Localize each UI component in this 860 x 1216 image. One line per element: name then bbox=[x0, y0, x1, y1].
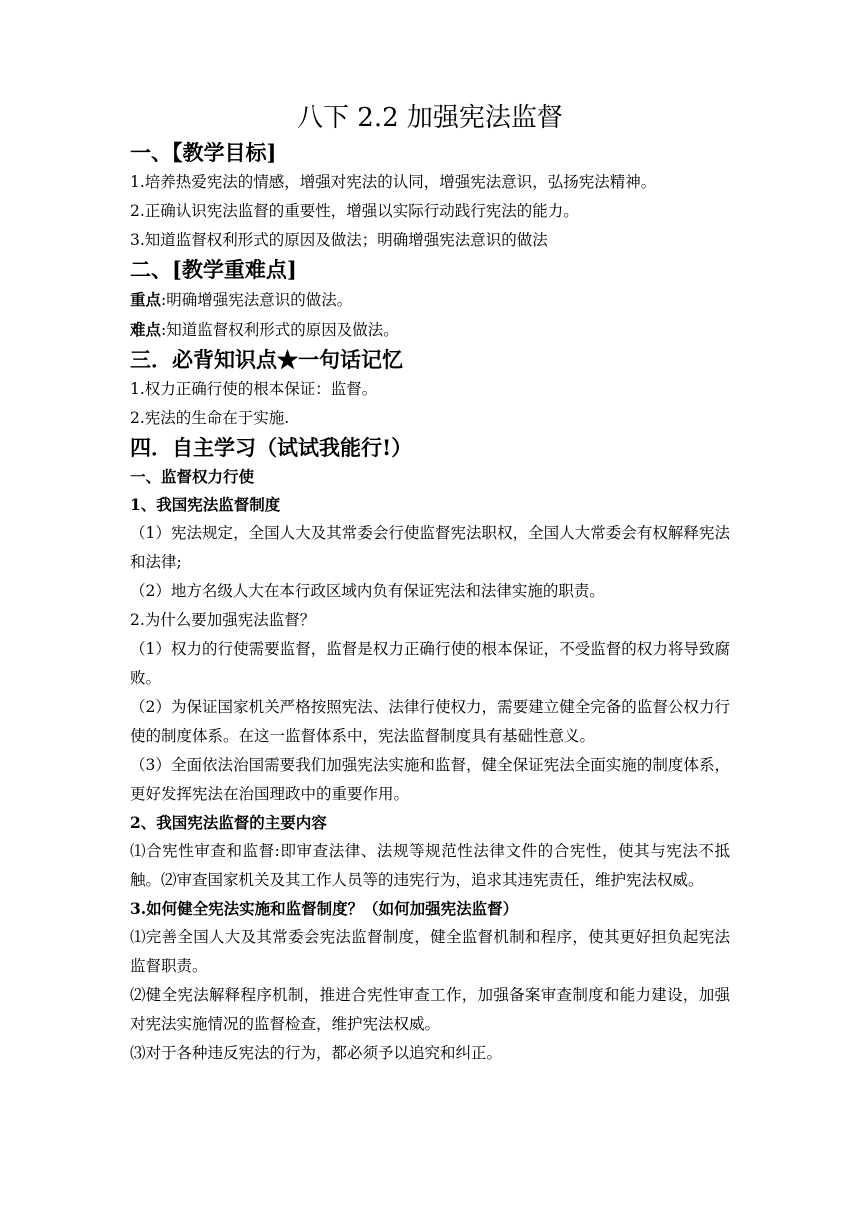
focus-label: 重点 bbox=[130, 290, 162, 309]
paragraph: ⑶对于各种违反宪法的行为，都必须予以追究和纠正。 bbox=[130, 1044, 503, 1062]
memory-item-2: 2.宪法的生命在于实施. bbox=[130, 409, 290, 427]
paragraph: （3）全面依法治国需要我们加强宪法实施和监督，健全保证宪法全面实施的制度体系，更好发挥宪法在治国理政中的重要作用。 bbox=[130, 756, 730, 803]
section-heading-self-study: 四．自主学习（试试我能行!） bbox=[130, 435, 413, 460]
paragraph: （2）为保证国家机关严格按照宪法、法律行使权力，需要建立健全完备的监督公权力行使的制度体系。在这一监督体系中，宪法监督制度具有基础性意义。 bbox=[130, 698, 730, 745]
section-heading-must-remember: 三．必背知识点★一句话记忆 bbox=[130, 347, 403, 372]
paragraph: ⑴完善全国人大及其常委会宪法监督制度，健全监督机制和程序，使其更好担负起宪法监督职责。 bbox=[130, 928, 730, 975]
paragraph: ⑵健全宪法解释程序机制，推进合宪性审查工作，加强备案审查制度和能力建设，加强对宪法实施情况的监督检查，维护宪法权威。 bbox=[130, 986, 730, 1033]
question-why-supervise: 2.为什么要加强宪法监督？ bbox=[130, 611, 316, 629]
document-title: 八下 2.2 加强宪法监督 bbox=[297, 103, 563, 133]
paragraph: （2）地方名级人大在本行政区域内负有保证宪法和法律实施的职责。 bbox=[130, 582, 605, 600]
subheading-supervise-power: 一、监督权力行使 bbox=[130, 467, 255, 486]
objective-item-3: 3.知道监督权利形式的原因及做法；明确增强宪法意识的做法 bbox=[130, 231, 548, 249]
difficulty-line bbox=[130, 315, 730, 345]
section-heading-key-points: 二、[教学重难点] bbox=[130, 257, 297, 282]
subheading-supervision-content: 2、我国宪法监督的主要内容 bbox=[130, 813, 327, 832]
paragraph: （1）权力的行使需要监督，监督是权力正确行使的根本保证，不受监督的权力将导致腐败。 bbox=[130, 640, 730, 687]
difficulty-label: 难点 bbox=[130, 320, 162, 339]
subheading-supervision-system: 1、我国宪法监督制度 bbox=[130, 495, 281, 514]
objective-item-1: 1.培养热爱宪法的情感，增强对宪法的认同，增强宪法意识，弘扬宪法精神。 bbox=[130, 173, 657, 191]
memory-item-1: 1.权力正确行使的根本保证：监督。 bbox=[130, 380, 378, 398]
paragraph: ⑴合宪性审查和监督:即审查法律、法规等规范性法律文件的合宪性，使其与宪法不抵触。⑵审查国家机关及其工作人员等的违宪行为，追求其违宪责任，维护宪法权威。 bbox=[130, 842, 730, 889]
focus-line bbox=[130, 285, 730, 315]
subheading-improve-system: 3.如何健全宪法实施和监督制度？（如何加强宪法监督） bbox=[130, 899, 519, 918]
paragraph: （1）宪法规定，全国人大及其常委会行使监督宪法职权，全国人大常委会有权解释宪法和法律; bbox=[130, 524, 730, 571]
objective-item-2: 2.正确认识宪法监督的重要性，增强以实际行动践行宪法的能力。 bbox=[130, 202, 579, 220]
difficulty-text: :知道监督权利形式的原因及做法。 bbox=[161, 321, 399, 339]
section-heading-objectives: 一、【教学目标] bbox=[130, 140, 277, 165]
document-page bbox=[130, 98, 730, 1068]
focus-text: :明确增强宪法意识的做法。 bbox=[161, 291, 353, 309]
